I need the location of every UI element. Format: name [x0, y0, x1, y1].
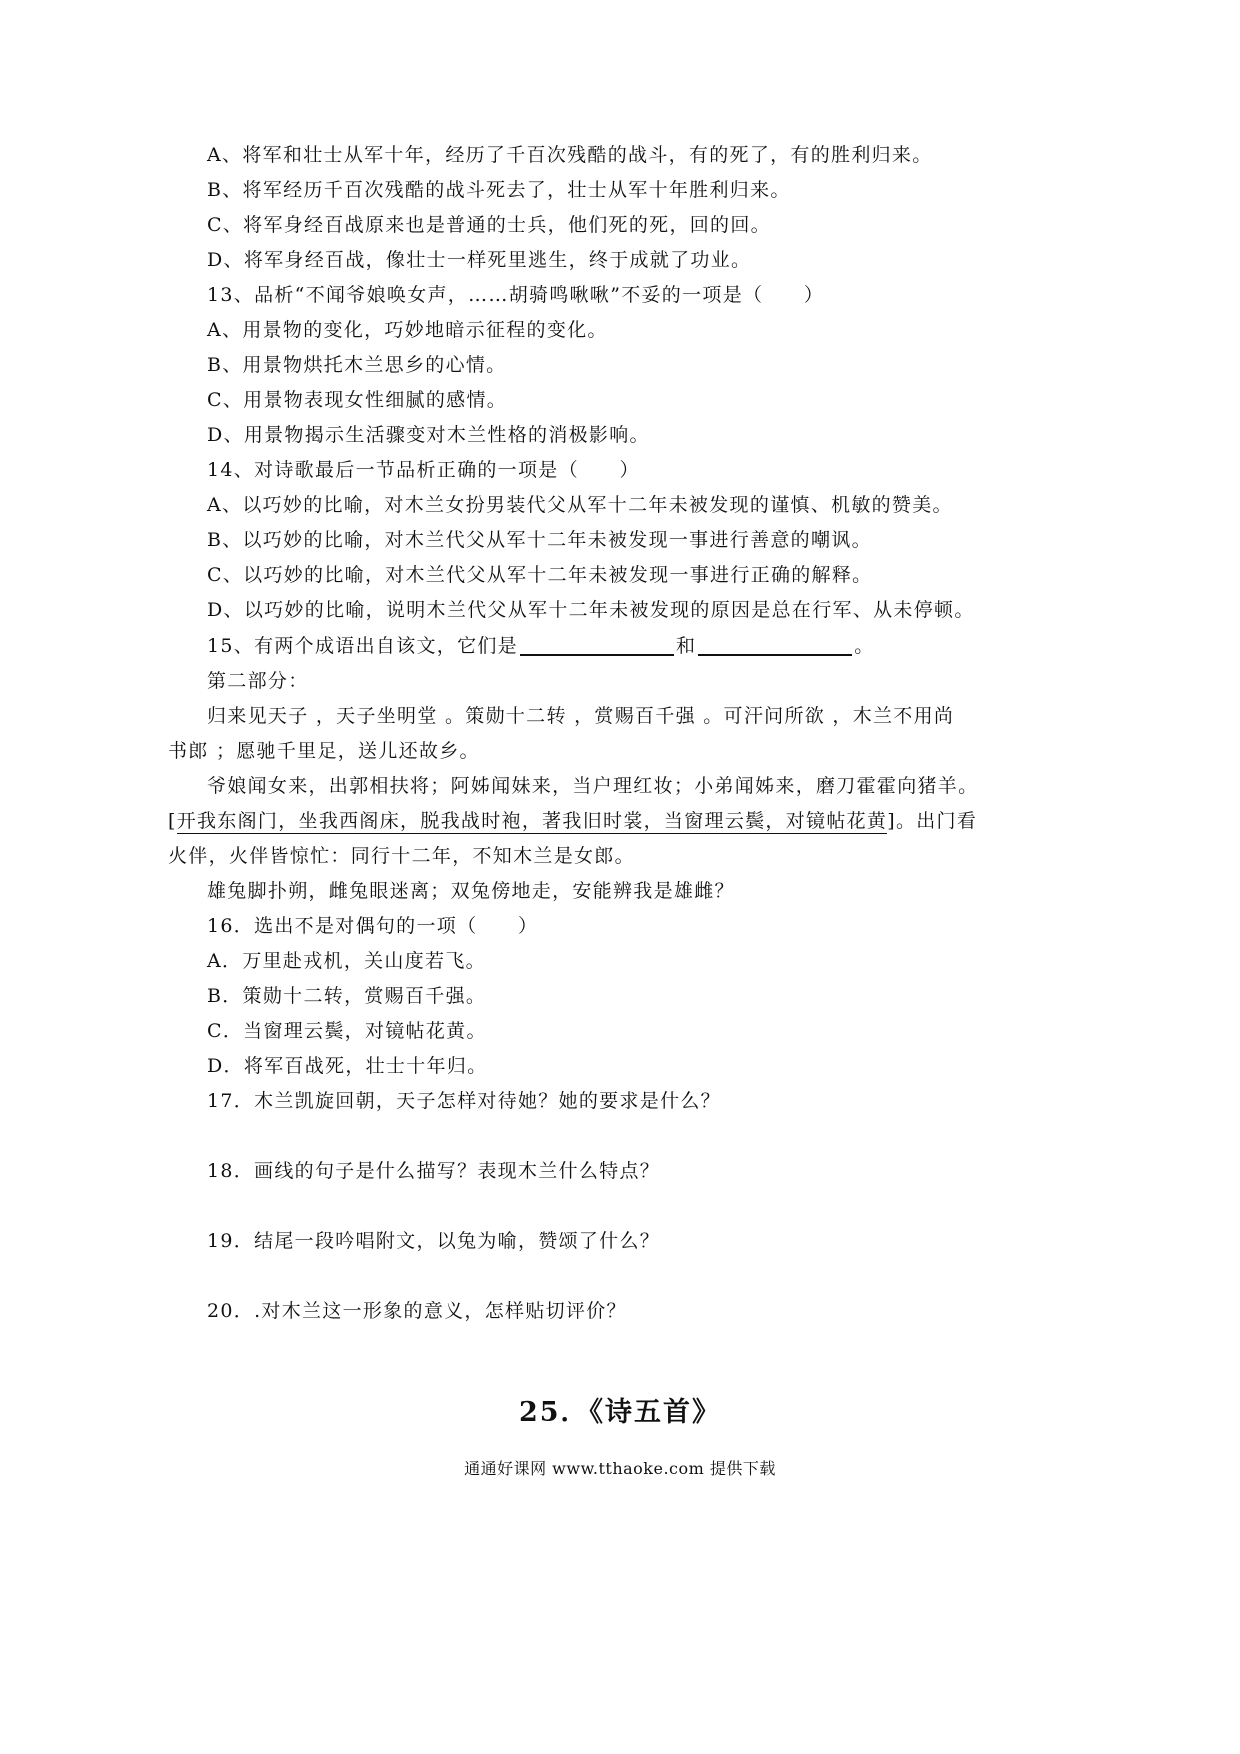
- q13-question: 13、品析“不闻爷娘唤女声，……胡骑鸣啾啾”不妥的一项是（ ）: [207, 284, 825, 306]
- q15-question: [207, 634, 875, 658]
- q17: 17．木兰凯旋回朝，天子怎样对待她？她的要求是什么？: [207, 1090, 721, 1112]
- section-title: 25．《诗五首》: [518, 1397, 722, 1428]
- bracket-close: ]。出门看: [887, 810, 978, 832]
- q15-prefix: 15、有两个成语出自该文，它们是: [207, 635, 518, 657]
- q16-question: 16．选出不是对偶句的一项（ ）: [207, 915, 539, 937]
- underlined-sentence: 开我东阁门，坐我西阁床，脱我战时袍，著我旧时裳，当窗理云鬓，对镜帖花黄: [176, 810, 888, 832]
- part2-p2-line1: 爷娘闻女来，出郭相扶将；阿姊闻妹来，当户理红妆；小弟闻姊来，磨刀霍霍向猪羊。: [207, 775, 979, 797]
- part2-p3: 雄兔脚扑朔，雌兔眼迷离；双兔傍地走，安能辨我是雄雌？: [207, 880, 735, 902]
- q15-blank-1[interactable]: [520, 654, 674, 656]
- q13-option-d: D、用景物揭示生活骤变对木兰性格的消极影响。: [207, 424, 650, 446]
- part2-p2-line2: [168, 809, 977, 833]
- q14-option-d: D、以巧妙的比喻，说明木兰代父从军十二年未被发现的原因是总在行军、从未停顿。: [207, 599, 975, 621]
- part2-heading: 第二部分：: [207, 670, 309, 692]
- q15-suffix: 。: [854, 635, 875, 657]
- q13-option-c: C、用景物表现女性细腻的感情。: [207, 389, 508, 411]
- q18: 18．画线的句子是什么描写？表现木兰什么特点？: [207, 1160, 661, 1182]
- q13-option-b: B、用景物烘托木兰思乡的心情。: [207, 354, 507, 376]
- q19: 19．结尾一段吟唱附文，以兔为喻，赞颂了什么？: [207, 1230, 661, 1252]
- part2-p1-line1: 归来见天子 ，天子坐明堂 。策勋十二转 ，赏赐百千强 。可汗问所欲 ，木兰不用尚: [207, 705, 955, 727]
- q16-option-b: B．策勋十二转，赏赐百千强。: [207, 985, 487, 1007]
- q20: 20．.对木兰这一形象的意义，怎样贴切评价？: [207, 1300, 627, 1322]
- q14-option-c: C、以巧妙的比喻，对木兰代父从军十二年未被发现一事进行正确的解释。: [207, 564, 873, 586]
- q14-question: 14、对诗歌最后一节品析正确的一项是（ ）: [207, 459, 640, 481]
- q14-option-a: A、以巧妙的比喻，对木兰女扮男装代父从军十二年未被发现的谨慎、机敏的赞美。: [207, 494, 953, 516]
- q12-option-d: D、将军身经百战，像壮士一样死里逃生，终于成就了功业。: [207, 249, 752, 271]
- page-footer: 通通好课网 www.tthaoke.com 提供下载: [464, 1459, 776, 1478]
- q14-option-b: B、以巧妙的比喻，对木兰代父从军十二年未被发现一事进行善意的嘲讽。: [207, 529, 872, 551]
- q12-option-a: A、将军和壮士从军十年，经历了千百次残酷的战斗，有的死了，有的胜利归来。: [207, 144, 933, 166]
- bracket-open: [: [168, 810, 177, 832]
- q12-option-b: B、将军经历千百次残酷的战斗死去了，壮士从军十年胜利归来。: [207, 179, 791, 201]
- part2-p2-line3: 火伴，火伴皆惊忙：同行十二年，不知木兰是女郎。: [168, 845, 635, 867]
- q15-blank-2[interactable]: [698, 654, 852, 656]
- q15-middle: 和: [675, 635, 697, 657]
- q16-option-c: C．当窗理云鬓，对镜帖花黄。: [207, 1020, 487, 1042]
- q16-option-d: D．将军百战死，壮士十年归。: [207, 1055, 488, 1077]
- q13-option-a: A、用景物的变化，巧妙地暗示征程的变化。: [207, 319, 608, 341]
- part2-p1-line2: 书郎 ；愿驰千里足，送儿还故乡。: [168, 740, 480, 762]
- q12-option-c: C、将军身经百战原来也是普通的士兵，他们死的死，回的回。: [207, 214, 771, 236]
- q16-option-a: A．万里赴戎机，关山度若飞。: [207, 950, 486, 972]
